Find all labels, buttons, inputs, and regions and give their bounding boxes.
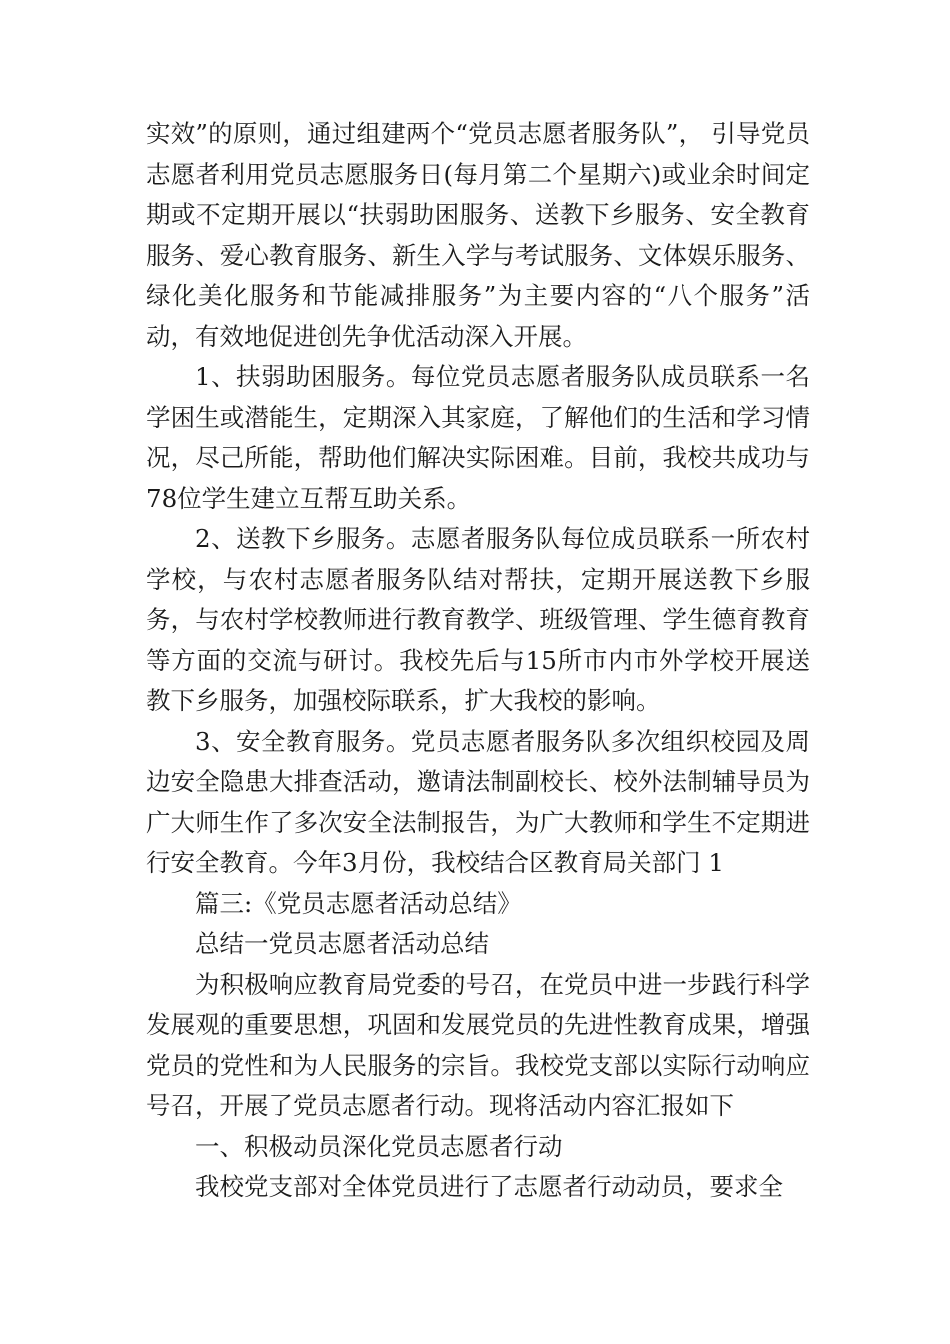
paragraph-service-3: 3、安全教育服务。党员志愿者服务队多次组织校园及周边安全隐患大排查活动，邀请法制副校长、校外法制辅导员为广大师生作了多次安全法制报告，为广大教师和学生不定期进行安全教育。今年3月份，我校结合区教育局关部门 1 <box>146 726 810 877</box>
paragraph-summary-intro: 为积极响应教育局党委的号召，在党员中进一步践行科学发展观的重要思想，巩固和发展党员的先进性教育成果，增强党员的党性和为人民服务的宗旨。我校党支部以实际行动响应号召，开展了党员志愿者行动。现将活动内容汇报如下 <box>146 969 810 1120</box>
paragraph-mobilization: 我校党支部对全体党员进行了志愿者行动动员，要求全 <box>195 1172 783 1201</box>
document-body <box>146 114 810 1208</box>
section-heading-part3: 篇三:《党员志愿者活动总结》 <box>195 888 522 918</box>
section-heading-1: 一、积极动员深化党员志愿者行动 <box>195 1131 563 1161</box>
paragraph-service-2: 2、送教下乡服务。志愿者服务队每位成员联系一所农村学校，与农村志愿者服务队结对帮扶，定期开展送教下乡服务，与农村学校教师进行教育教学、班级管理、学生德育教育等方面的交流与研讨。我校先后与15所市内市外学校开展送教下乡服务，加强校际联系，扩大我校的影响。 <box>146 524 810 715</box>
paragraph-service-1: 1、扶弱助困服务。每位党员志愿者服务队成员联系一名学困生或潜能生，定期深入其家庭，了解他们的生活和学习情况，尽己所能，帮助他们解决实际困难。目前，我校共成功与78位学生建立互帮互助关系。 <box>146 362 810 513</box>
paragraph-intro: 实效”的原则，通过组建两个“党员志愿者服务队”， 引导党员志愿者利用党员志愿服务日(每月第二个星期六)或业余时间定期或不定期开展以“扶弱助困服务、送教下乡服务、安全教育服务、爱心教育服务、新生入学与考试服务、文体娱乐服务、绿化美化服务和节能减排服务”为主要内容的“八个服务”活动，有效地促进创先争优活动深入开展。 <box>146 119 810 351</box>
section-subheading: 总结一党员志愿者活动总结 <box>195 929 489 958</box>
